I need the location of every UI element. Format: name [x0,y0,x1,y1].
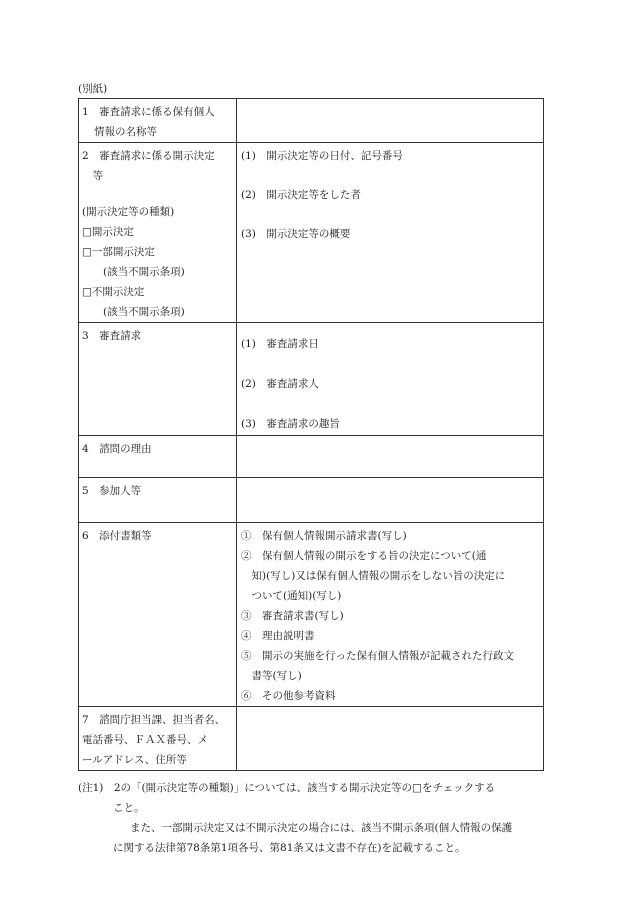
partial-nondisclosure-clause: (該当不開示条項) [82,266,185,278]
row3-label: 3 審査請求 [82,330,142,342]
row5-label-cell [79,478,237,523]
row5-label: 5 参加人等 [82,485,142,497]
decision-date-item: (1) 開示決定等の日付、記号番号 [241,150,403,162]
attachment-item-3: ③ 審査請求書(写し) [241,610,344,622]
row2-label-line-1: 2 審査請求に係る開示決定 [82,150,215,162]
checkbox-disclosure: □開示決定 [82,226,134,238]
row7-label-line-1: 7 諮問庁担当課、担当者名、 [82,714,226,726]
row1-label-cell [79,99,237,143]
table-row-6 [79,523,544,707]
attachment-item-2c: ついて(通知)(写し) [241,590,342,602]
decision-summary-item: (3) 開示決定等の概要 [241,228,351,240]
attachment-heading: (別紙) [78,83,108,95]
row1-label-line-2: 情報の名称等 [94,126,157,138]
table-row-7 [79,707,544,771]
consultation-form-table [78,98,544,771]
row6-label: 6 添付書類等 [82,530,152,542]
row7-label-cell [79,707,237,771]
row3-label-cell [79,323,237,436]
row7-label-line-2: 電話番号、ＦＡＸ番号、メ [82,734,208,746]
attachment-item-5a: ⑤ 開示の実施を行った保有個人情報が記載された行政文 [241,650,514,662]
row1-label-line-1: 1 審査請求に係る保有個人 [82,106,215,118]
checkbox-partial-disclosure: □一部開示決定 [82,246,155,258]
row3-content-cell [237,323,544,436]
row4-content-cell [237,436,544,478]
attachment-item-2a: ② 保有個人情報の開示をする旨の決定について(通 [241,550,487,562]
attachment-item-6: ⑥ その他参考資料 [241,690,336,702]
attachment-item-4: ④ 理由説明書 [241,630,315,642]
row2-label-line-2: 等 [82,170,103,182]
row7-content-cell [237,707,544,771]
row6-content-cell [237,523,544,707]
note-1-line-2: こと。 [113,802,145,814]
attachment-item-2b: 知)(写し)又は保有個人情報の開示をしない旨の決定に [241,570,506,582]
row7-label-line-3: ールアドレス、住所等 [82,754,187,766]
checkbox-nondisclosure: □不開示決定 [82,286,145,298]
row1-content-cell [237,99,544,143]
row5-content-cell [237,478,544,523]
row2-label-cell [79,143,237,323]
nondisclosure-clause: (該当不開示条項) [82,306,185,318]
note-1-line-1: (注1) 2の「(開示決定等の種類)」については、該当する開示決定等の□をチェックする [78,782,496,794]
table-row-1 [79,99,544,143]
table-row-2 [79,143,544,323]
decision-maker-item: (2) 開示決定等をした者 [241,189,361,201]
table-row-3 [79,323,544,436]
note-2-line-1: また、一部開示決定又は不開示決定の場合には、該当不開示条項(個人情報の保護 [130,822,513,834]
row4-label: 4 諮問の理由 [82,443,152,455]
table-row-5 [79,478,544,523]
request-date-item: (1) 審査請求日 [241,338,319,350]
decision-type-heading: (開示決定等の種類) [82,206,175,218]
table-row-4 [79,436,544,478]
row4-label-cell [79,436,237,478]
notes-section [78,778,548,858]
attachment-item-5b: 書等(写し) [241,670,302,682]
note-2-line-2: に関する法律第78条第1項各号、第81条又は文書不存在)を記載すること。 [113,842,466,854]
row6-label-cell [79,523,237,707]
request-purpose-item: (3) 審査請求の趣旨 [241,418,340,430]
requester-item: (2) 審査請求人 [241,378,319,390]
row2-content-cell [237,143,544,323]
attachment-item-1: ① 保有個人情報開示請求書(写し) [241,530,407,542]
